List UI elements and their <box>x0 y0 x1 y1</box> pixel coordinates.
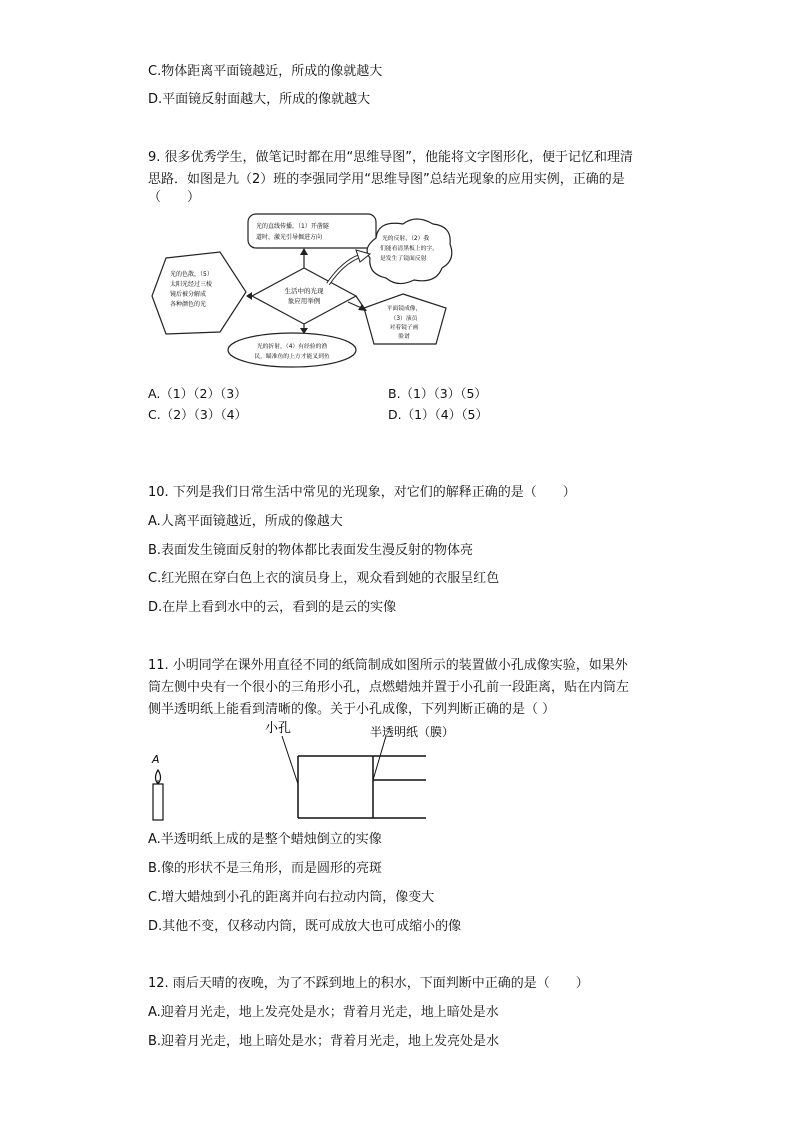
q8-option-d: D.平面镜反射面越大，所成的像就越大 <box>148 92 371 107</box>
mind-map-center-text-1: 生活中的光现 <box>284 287 324 295</box>
q10-option-b: B.表面发生镜面反射的物体都比表面发生漫反射的物体亮 <box>148 543 474 558</box>
q11-stem-line3: 侧半透明纸上能看到清晰的像。关于小孔成像，下列判断正确的是（ ） <box>148 702 556 717</box>
mind-map-hexagon-text-2: 太阳光经过三棱 <box>170 281 213 288</box>
q8-option-c: C.物体距离平面镜越近，所成的像就越大 <box>148 64 383 79</box>
q9-option-b: B.（1）（3）（5） <box>388 386 487 401</box>
q11-option-b: B.像的形状不是三角形，而是圆形的亮斑 <box>148 861 383 876</box>
mind-map-center-diamond <box>252 268 356 324</box>
mind-map-top-text-2: 道时，激光引导掘进方向 <box>256 234 323 241</box>
mind-map-ellipse-text-2: 民，瞄准鱼的上方才能叉到鱼 <box>254 354 330 360</box>
candle-label: A <box>152 753 160 766</box>
pinhole-label: 小孔 <box>265 721 292 736</box>
mind-map-cloud-text-3: 是发生了镜面反射 <box>380 256 427 262</box>
q10-option-d: D.在岸上看到水中的云，看到的是云的实像 <box>148 600 397 615</box>
mind-map-pentagon-text-4: 脸谱 <box>398 334 410 340</box>
q9-stem-line2: 思路．如图是九（2）班的李强同学用“思维导图”总结光现象的应用实例，正确的是 <box>148 172 625 187</box>
candle-body <box>153 784 163 820</box>
mind-map-hexagon-text-1: 光的色散，（5） <box>170 271 213 278</box>
q11-option-a: A.半透明纸上成的是整个蜡烛倒立的实像 <box>148 832 382 847</box>
mind-map-pentagon-text-3: 对着镜子画 <box>389 325 419 331</box>
q9-stem-line3: （ ） <box>148 190 201 205</box>
q11-option-d: D.其他不变，仅移动内筒，既可成放大也可成缩小的像 <box>148 919 462 934</box>
q11-option-c: C.增大蜡烛到小孔的距离并向右拉动内筒，像变大 <box>148 890 435 905</box>
q12-option-b: B.迎着月光走，地上暗处是水；背着月光走，地上发亮处是水 <box>148 1034 500 1049</box>
q11-stem-line2: 筒左侧中央有一个很小的三角形小孔，点燃蜡烛并置于小孔前一段距离，贴在内筒左 <box>148 680 630 695</box>
q9-mind-map-diagram <box>148 212 458 372</box>
mind-map-pentagon-text-2: （3）演员 <box>390 316 418 322</box>
q10-stem: 10. 下列是我们日常生活中常见的光现象，对它们的解释正确的是（ ） <box>148 485 576 500</box>
mind-map-hexagon-text-3: 镜后被分解成 <box>170 291 207 298</box>
mind-map-ellipse-text-1: 光的折射，（4）有经验的渔 <box>256 344 328 350</box>
q9-option-a: A.（1）（2）（3） <box>148 386 247 401</box>
mind-map-cloud-text-1: 光的反射，（2）我 <box>382 236 430 242</box>
translucent-paper-label: 半透明纸（膜） <box>370 725 455 739</box>
mind-map-cloud-text-2: 们能看清黑板上的字， <box>380 246 438 252</box>
mind-map-bottom-ellipse <box>228 333 356 367</box>
q12-option-a: A.迎着月光走，地上发亮处是水；背着月光走，地上暗处是水 <box>148 1005 499 1020</box>
q9-option-d: D.（1）（4）（5） <box>388 407 488 422</box>
q9-option-c: C.（2）（3）（4） <box>148 407 248 422</box>
mind-map-pentagon-text-1: 平面镜成像， <box>386 306 422 312</box>
mind-map-hexagon-text-4: 各种颜色的光 <box>170 301 207 308</box>
q10-option-a: A.人离平面镜越近，所成的像越大 <box>148 514 343 529</box>
q12-stem: 12. 雨后天晴的夜晚，为了不踩到地上的积水，下面判断中正确的是（ ） <box>148 976 589 991</box>
mind-map-top-box <box>248 214 376 248</box>
mind-map-top-text-1: 光的直线传播，（1）开凿隧 <box>256 223 329 230</box>
q11-pinhole-camera-figure <box>148 720 455 824</box>
q11-stem-line1: 11. 小明同学在课外用直径不同的纸筒制成如图所示的装置做小孔成像实验，如果外 <box>148 658 628 673</box>
q10-option-c: C.红光照在穿白色上衣的演员身上，观众看到她的衣服呈红色 <box>148 571 500 586</box>
mind-map-center-text-2: 象应用举例 <box>287 297 321 305</box>
q9-stem-line1: 9. 很多优秀学生，做笔记时都在用“思维导图”，他能将文字图形化，便于记忆和理清 <box>148 150 634 165</box>
